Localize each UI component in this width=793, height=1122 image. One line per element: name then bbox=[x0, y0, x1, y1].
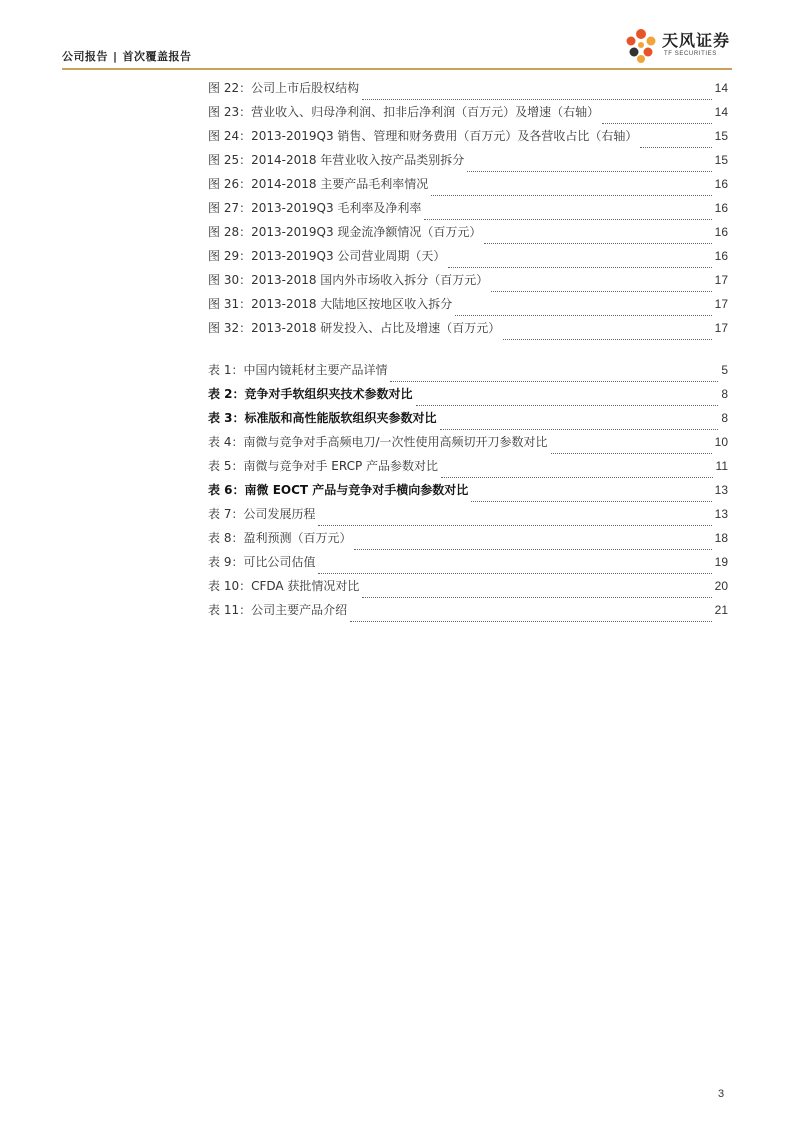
toc-leader-dots bbox=[471, 486, 711, 502]
toc-leader-dots bbox=[484, 228, 711, 244]
toc-entry-title: 表 9：可比公司估值 bbox=[208, 555, 316, 569]
toc-entry-title: 表 11：公司主要产品介绍 bbox=[208, 603, 348, 617]
toc-entry-title: 图 32：2013-2018 研发投入、占比及增速（百万元） bbox=[208, 321, 501, 335]
toc-entry[interactable] bbox=[208, 292, 728, 316]
flower-logo-icon bbox=[622, 26, 660, 66]
toc-entry-page: 8 bbox=[721, 387, 728, 401]
toc-entry[interactable] bbox=[208, 550, 728, 574]
toc-entry-title: 表 10：CFDA 获批情况对比 bbox=[208, 579, 360, 593]
toc-entry-title: 图 23：营业收入、归母净利润、扣非后净利润（百万元）及增速（右轴） bbox=[208, 105, 600, 119]
toc-entry-title: 图 22：公司上市后股权结构 bbox=[208, 81, 360, 95]
toc-entry-page: 14 bbox=[714, 81, 728, 95]
toc-entry-title: 表 2：竞争对手软组织夹技术参数对比 bbox=[208, 387, 413, 401]
toc-entry-page: 11 bbox=[715, 459, 728, 473]
toc-entry-page: 16 bbox=[714, 201, 728, 215]
toc-entry-page: 18 bbox=[714, 531, 728, 545]
toc-entry[interactable] bbox=[208, 268, 728, 292]
toc-entry[interactable] bbox=[208, 382, 728, 406]
section-spacer bbox=[208, 340, 728, 358]
toc-entry-page: 13 bbox=[714, 507, 728, 521]
toc-entry[interactable] bbox=[208, 76, 728, 100]
toc-leader-dots bbox=[416, 390, 719, 406]
toc-entry-page: 14 bbox=[714, 105, 728, 119]
toc-leader-dots bbox=[640, 132, 711, 148]
toc-entry-title: 图 28：2013-2019Q3 现金流净额情况（百万元） bbox=[208, 225, 482, 239]
toc-entry-page: 10 bbox=[714, 435, 728, 449]
toc-entry-title: 图 26：2014-2018 主要产品毛利率情况 bbox=[208, 177, 429, 191]
toc-entry[interactable] bbox=[208, 454, 728, 478]
toc-entry[interactable] bbox=[208, 502, 728, 526]
toc-entry-page: 21 bbox=[714, 603, 728, 617]
toc-entry-page: 16 bbox=[714, 249, 728, 263]
toc-leader-dots bbox=[440, 414, 719, 430]
page-header bbox=[62, 0, 732, 70]
toc-entry[interactable] bbox=[208, 526, 728, 550]
company-logo bbox=[622, 26, 734, 66]
toc-entry-title: 表 5：南微与竞争对手 ERCP 产品参数对比 bbox=[208, 459, 439, 473]
report-subtype: 首次覆盖报告 bbox=[122, 50, 192, 63]
toc-entry-title: 图 31：2013-2018 大陆地区按地区收入拆分 bbox=[208, 297, 453, 311]
toc-entry[interactable] bbox=[208, 148, 728, 172]
toc-entry[interactable] bbox=[208, 196, 728, 220]
toc-entry[interactable] bbox=[208, 478, 728, 502]
toc-entry-title: 表 7：公司发展历程 bbox=[208, 507, 316, 521]
toc-entry-page: 16 bbox=[714, 177, 728, 191]
toc-entry[interactable] bbox=[208, 574, 728, 598]
toc-leader-dots bbox=[467, 156, 711, 172]
toc-entry-page: 20 bbox=[714, 579, 728, 593]
header-divider bbox=[62, 68, 732, 70]
toc-entry-page: 17 bbox=[714, 297, 728, 311]
toc-leader-dots bbox=[491, 276, 711, 292]
logo-chinese-name: 天风证券 bbox=[662, 31, 731, 50]
toc-leader-dots bbox=[551, 438, 712, 454]
toc-entry[interactable] bbox=[208, 124, 728, 148]
toc-leader-dots bbox=[350, 606, 712, 622]
figure-list bbox=[208, 76, 728, 340]
toc-leader-dots bbox=[503, 324, 711, 340]
toc-entry-page: 13 bbox=[714, 483, 728, 497]
toc-entry[interactable] bbox=[208, 316, 728, 340]
logo-english-name: TF SECURITIES bbox=[664, 51, 717, 57]
toc-entry-page: 8 bbox=[721, 411, 728, 425]
toc-leader-dots bbox=[455, 300, 711, 316]
toc-leader-dots bbox=[448, 252, 711, 268]
toc-entry-page: 15 bbox=[714, 129, 728, 143]
table-of-contents bbox=[208, 76, 728, 622]
toc-leader-dots bbox=[318, 510, 711, 526]
toc-entry[interactable] bbox=[208, 172, 728, 196]
toc-entry-page: 16 bbox=[714, 225, 728, 239]
toc-entry[interactable] bbox=[208, 598, 728, 622]
toc-entry-title: 图 30：2013-2018 国内外市场收入拆分（百万元） bbox=[208, 273, 489, 287]
toc-leader-dots bbox=[362, 582, 711, 598]
toc-entry-page: 17 bbox=[714, 321, 728, 335]
toc-leader-dots bbox=[354, 534, 711, 550]
toc-entry[interactable] bbox=[208, 430, 728, 454]
toc-entry[interactable] bbox=[208, 220, 728, 244]
toc-entry-title: 图 29：2013-2019Q3 公司营业周期（天） bbox=[208, 249, 446, 263]
toc-entry-title: 表 4：南微与竞争对手高频电刀/一次性使用高频切开刀参数对比 bbox=[208, 435, 548, 449]
toc-entry-title: 表 3：标准版和高性能版软组织夹参数对比 bbox=[208, 411, 437, 425]
toc-entry-title: 表 6：南微 EOCT 产品与竞争对手横向参数对比 bbox=[208, 483, 469, 497]
toc-leader-dots bbox=[362, 84, 712, 100]
table-list bbox=[208, 358, 728, 622]
toc-entry-page: 15 bbox=[714, 153, 728, 167]
toc-entry-title: 图 27：2013-2019Q3 毛利率及净利率 bbox=[208, 201, 422, 215]
toc-entry-title: 表 8：盈利预测（百万元） bbox=[208, 531, 352, 545]
toc-entry[interactable] bbox=[208, 244, 728, 268]
toc-entry-page: 17 bbox=[714, 273, 728, 287]
toc-entry[interactable] bbox=[208, 100, 728, 124]
toc-entry-page: 19 bbox=[714, 555, 728, 569]
header-separator: | bbox=[113, 50, 118, 63]
toc-entry[interactable] bbox=[208, 358, 728, 382]
toc-entry[interactable] bbox=[208, 406, 728, 430]
toc-entry-title: 图 24：2013-2019Q3 销售、管理和财务费用（百万元）及各营收占比（右轴） bbox=[208, 129, 638, 143]
report-category bbox=[62, 48, 192, 64]
toc-leader-dots bbox=[441, 462, 713, 478]
toc-leader-dots bbox=[390, 366, 718, 382]
toc-leader-dots bbox=[602, 108, 712, 124]
report-type: 公司报告 bbox=[62, 50, 108, 63]
toc-leader-dots bbox=[318, 558, 711, 574]
toc-entry-page: 5 bbox=[721, 363, 728, 377]
toc-leader-dots bbox=[431, 180, 711, 196]
page-number: 3 bbox=[718, 1088, 725, 1100]
toc-entry-title: 表 1：中国内镜耗材主要产品详情 bbox=[208, 363, 388, 377]
toc-leader-dots bbox=[424, 204, 711, 220]
toc-entry-title: 图 25：2014-2018 年营业收入按产品类别拆分 bbox=[208, 153, 465, 167]
